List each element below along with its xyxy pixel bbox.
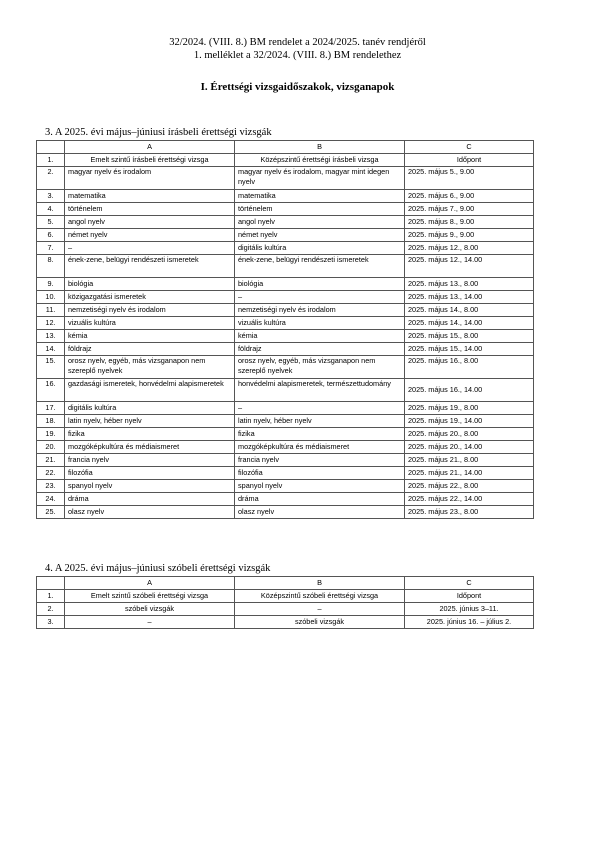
table-row bbox=[37, 255, 534, 278]
advanced-level-cell: kémia bbox=[65, 330, 235, 343]
intermediate-level-cell: orosz nyelv, egyéb, más vizsganapon nem szereplő nyelvek bbox=[235, 356, 405, 379]
row-number: 9. bbox=[37, 278, 65, 291]
row-number: 15. bbox=[37, 356, 65, 379]
date-cell: 2025. május 23., 8.00 bbox=[405, 506, 534, 519]
row-number: 22. bbox=[37, 467, 65, 480]
intermediate-level-cell: dráma bbox=[235, 493, 405, 506]
advanced-level-cell: filozófia bbox=[65, 467, 235, 480]
row-number: 25. bbox=[37, 506, 65, 519]
table-row bbox=[37, 603, 534, 616]
date-cell: 2025. május 16., 14.00 bbox=[405, 379, 534, 402]
row-number: 10. bbox=[37, 291, 65, 304]
column-letter: B bbox=[235, 141, 405, 154]
advanced-level-cell: Emelt szintű írásbeli érettségi vizsga bbox=[65, 154, 235, 167]
date-cell: 2025. május 14., 8.00 bbox=[405, 304, 534, 317]
date-cell: 2025. május 8., 9.00 bbox=[405, 216, 534, 229]
table-row bbox=[37, 203, 534, 216]
written-exams-table bbox=[36, 140, 534, 519]
column-letter-row bbox=[37, 141, 534, 154]
intermediate-level-cell: latin nyelv, héber nyelv bbox=[235, 415, 405, 428]
table-row bbox=[37, 167, 534, 190]
intermediate-level-cell: francia nyelv bbox=[235, 454, 405, 467]
row-number: 16. bbox=[37, 379, 65, 402]
advanced-level-cell: vizuális kultúra bbox=[65, 317, 235, 330]
intermediate-level-cell: fizika bbox=[235, 428, 405, 441]
date-cell: Időpont bbox=[405, 590, 534, 603]
advanced-level-cell: orosz nyelv, egyéb, más vizsganapon nem szereplő nyelvek bbox=[65, 356, 235, 379]
advanced-level-cell: – bbox=[65, 616, 235, 629]
date-cell: 2025. május 21., 14.00 bbox=[405, 467, 534, 480]
advanced-level-cell: olasz nyelv bbox=[65, 506, 235, 519]
intermediate-level-cell: matematika bbox=[235, 190, 405, 203]
intermediate-level-cell: földrajz bbox=[235, 343, 405, 356]
date-cell: 2025. május 22., 8.00 bbox=[405, 480, 534, 493]
row-number: 5. bbox=[37, 216, 65, 229]
advanced-level-cell: német nyelv bbox=[65, 229, 235, 242]
table-row bbox=[37, 379, 534, 402]
row-number: 4. bbox=[37, 203, 65, 216]
intermediate-level-cell: olasz nyelv bbox=[235, 506, 405, 519]
advanced-level-cell: fizika bbox=[65, 428, 235, 441]
intermediate-level-cell: magyar nyelv és irodalom, magyar mint idegen nyelv bbox=[235, 167, 405, 190]
table4-title: 4. A 2025. évi május–júniusi szóbeli érettségi vizsgák bbox=[45, 563, 271, 574]
intermediate-level-cell: mozgóképkultúra és médiaismeret bbox=[235, 441, 405, 454]
advanced-level-cell: nemzetiségi nyelv és irodalom bbox=[65, 304, 235, 317]
row-number: 1. bbox=[37, 154, 65, 167]
row-number: 18. bbox=[37, 415, 65, 428]
advanced-level-cell: biológia bbox=[65, 278, 235, 291]
column-letter: C bbox=[405, 577, 534, 590]
date-cell: 2025. június 16. – július 2. bbox=[405, 616, 534, 629]
intermediate-level-cell: vizuális kultúra bbox=[235, 317, 405, 330]
column-letter: A bbox=[65, 577, 235, 590]
date-cell: 2025. május 20., 14.00 bbox=[405, 441, 534, 454]
table-row bbox=[37, 506, 534, 519]
table-row bbox=[37, 356, 534, 379]
date-cell: 2025. május 13., 14.00 bbox=[405, 291, 534, 304]
table-row bbox=[37, 190, 534, 203]
row-number: 7. bbox=[37, 242, 65, 255]
table-header-row bbox=[37, 154, 534, 167]
table-row bbox=[37, 402, 534, 415]
intermediate-level-cell: történelem bbox=[235, 203, 405, 216]
advanced-level-cell: földrajz bbox=[65, 343, 235, 356]
advanced-level-cell: spanyol nyelv bbox=[65, 480, 235, 493]
intermediate-level-cell: angol nyelv bbox=[235, 216, 405, 229]
empty-cell bbox=[37, 141, 65, 154]
date-cell: 2025. május 15., 8.00 bbox=[405, 330, 534, 343]
date-cell: 2025. május 14., 14.00 bbox=[405, 317, 534, 330]
intermediate-level-cell: honvédelmi alapismeretek, természettudomány bbox=[235, 379, 405, 402]
advanced-level-cell: digitális kultúra bbox=[65, 402, 235, 415]
intermediate-level-cell: filozófia bbox=[235, 467, 405, 480]
written-exams-table-body bbox=[37, 141, 534, 519]
date-cell: 2025. május 19., 14.00 bbox=[405, 415, 534, 428]
table-row bbox=[37, 415, 534, 428]
date-cell: Időpont bbox=[405, 154, 534, 167]
row-number: 24. bbox=[37, 493, 65, 506]
intermediate-level-cell: Középszintű érettségi írásbeli vizsga bbox=[235, 154, 405, 167]
oral-exams-table-body bbox=[37, 577, 534, 629]
advanced-level-cell: francia nyelv bbox=[65, 454, 235, 467]
row-number: 12. bbox=[37, 317, 65, 330]
date-cell: 2025. május 6., 9.00 bbox=[405, 190, 534, 203]
advanced-level-cell: angol nyelv bbox=[65, 216, 235, 229]
date-cell: 2025. május 16., 8.00 bbox=[405, 356, 534, 379]
empty-cell bbox=[37, 577, 65, 590]
column-letter-row bbox=[37, 577, 534, 590]
advanced-level-cell: ének-zene, belügyi rendészeti ismeretek bbox=[65, 255, 235, 278]
row-number: 8. bbox=[37, 255, 65, 278]
column-letter: C bbox=[405, 141, 534, 154]
advanced-level-cell: gazdasági ismeretek, honvédelmi alapismeretek bbox=[65, 379, 235, 402]
table-row bbox=[37, 480, 534, 493]
row-number: 3. bbox=[37, 616, 65, 629]
row-number: 6. bbox=[37, 229, 65, 242]
intermediate-level-cell: digitális kultúra bbox=[235, 242, 405, 255]
document-header-line2: 1. melléklet a 32/2024. (VIII. 8.) BM rendelethez bbox=[193, 50, 402, 61]
row-number: 20. bbox=[37, 441, 65, 454]
oral-exams-table bbox=[36, 576, 534, 629]
table-row bbox=[37, 216, 534, 229]
date-cell: 2025. május 13., 8.00 bbox=[405, 278, 534, 291]
document-header-line1: 32/2024. (VIII. 8.) BM rendelet a 2024/2025. tanév rendjéről bbox=[169, 37, 426, 48]
table-row bbox=[37, 304, 534, 317]
table-row bbox=[37, 441, 534, 454]
section-title: I. Érettségi vizsgaidőszakok, vizsganapok bbox=[200, 81, 395, 93]
advanced-level-cell: közigazgatási ismeretek bbox=[65, 291, 235, 304]
intermediate-level-cell: spanyol nyelv bbox=[235, 480, 405, 493]
table-header-row bbox=[37, 590, 534, 603]
row-number: 14. bbox=[37, 343, 65, 356]
intermediate-level-cell: ének-zene, belügyi rendészeti ismeretek bbox=[235, 255, 405, 278]
row-number: 3. bbox=[37, 190, 65, 203]
table-row bbox=[37, 291, 534, 304]
column-letter: B bbox=[235, 577, 405, 590]
advanced-level-cell: szóbeli vizsgák bbox=[65, 603, 235, 616]
advanced-level-cell: mozgóképkultúra és médiaismeret bbox=[65, 441, 235, 454]
advanced-level-cell: Emelt szintű szóbeli érettségi vizsga bbox=[65, 590, 235, 603]
row-number: 19. bbox=[37, 428, 65, 441]
intermediate-level-cell: – bbox=[235, 603, 405, 616]
intermediate-level-cell: német nyelv bbox=[235, 229, 405, 242]
advanced-level-cell: – bbox=[65, 242, 235, 255]
table-row bbox=[37, 242, 534, 255]
table3-title: 3. A 2025. évi május–júniusi írásbeli érettségi vizsgák bbox=[45, 127, 272, 138]
date-cell: 2025. május 9., 9.00 bbox=[405, 229, 534, 242]
row-number: 2. bbox=[37, 603, 65, 616]
intermediate-level-cell: szóbeli vizsgák bbox=[235, 616, 405, 629]
table-row bbox=[37, 428, 534, 441]
table-row bbox=[37, 493, 534, 506]
advanced-level-cell: magyar nyelv és irodalom bbox=[65, 167, 235, 190]
table-row bbox=[37, 616, 534, 629]
table-row bbox=[37, 330, 534, 343]
intermediate-level-cell: – bbox=[235, 402, 405, 415]
row-number: 1. bbox=[37, 590, 65, 603]
date-cell: 2025. május 19., 8.00 bbox=[405, 402, 534, 415]
date-cell: 2025. május 7., 9.00 bbox=[405, 203, 534, 216]
row-number: 21. bbox=[37, 454, 65, 467]
date-cell: 2025. június 3–11. bbox=[405, 603, 534, 616]
advanced-level-cell: latin nyelv, héber nyelv bbox=[65, 415, 235, 428]
advanced-level-cell: dráma bbox=[65, 493, 235, 506]
row-number: 17. bbox=[37, 402, 65, 415]
advanced-level-cell: történelem bbox=[65, 203, 235, 216]
row-number: 2. bbox=[37, 167, 65, 190]
table-row bbox=[37, 317, 534, 330]
intermediate-level-cell: – bbox=[235, 291, 405, 304]
advanced-level-cell: matematika bbox=[65, 190, 235, 203]
date-cell: 2025. május 22., 14.00 bbox=[405, 493, 534, 506]
date-cell: 2025. május 12., 8.00 bbox=[405, 242, 534, 255]
table-row bbox=[37, 278, 534, 291]
row-number: 11. bbox=[37, 304, 65, 317]
column-letter: A bbox=[65, 141, 235, 154]
intermediate-level-cell: nemzetiségi nyelv és irodalom bbox=[235, 304, 405, 317]
date-cell: 2025. május 21., 8.00 bbox=[405, 454, 534, 467]
date-cell: 2025. május 20., 8.00 bbox=[405, 428, 534, 441]
date-cell: 2025. május 15., 14.00 bbox=[405, 343, 534, 356]
table-row bbox=[37, 229, 534, 242]
date-cell: 2025. május 12., 14.00 bbox=[405, 255, 534, 278]
table-row bbox=[37, 467, 534, 480]
intermediate-level-cell: Középszintű szóbeli érettségi vizsga bbox=[235, 590, 405, 603]
table-row bbox=[37, 343, 534, 356]
row-number: 13. bbox=[37, 330, 65, 343]
date-cell: 2025. május 5., 9.00 bbox=[405, 167, 534, 190]
intermediate-level-cell: kémia bbox=[235, 330, 405, 343]
table-row bbox=[37, 454, 534, 467]
row-number: 23. bbox=[37, 480, 65, 493]
intermediate-level-cell: biológia bbox=[235, 278, 405, 291]
